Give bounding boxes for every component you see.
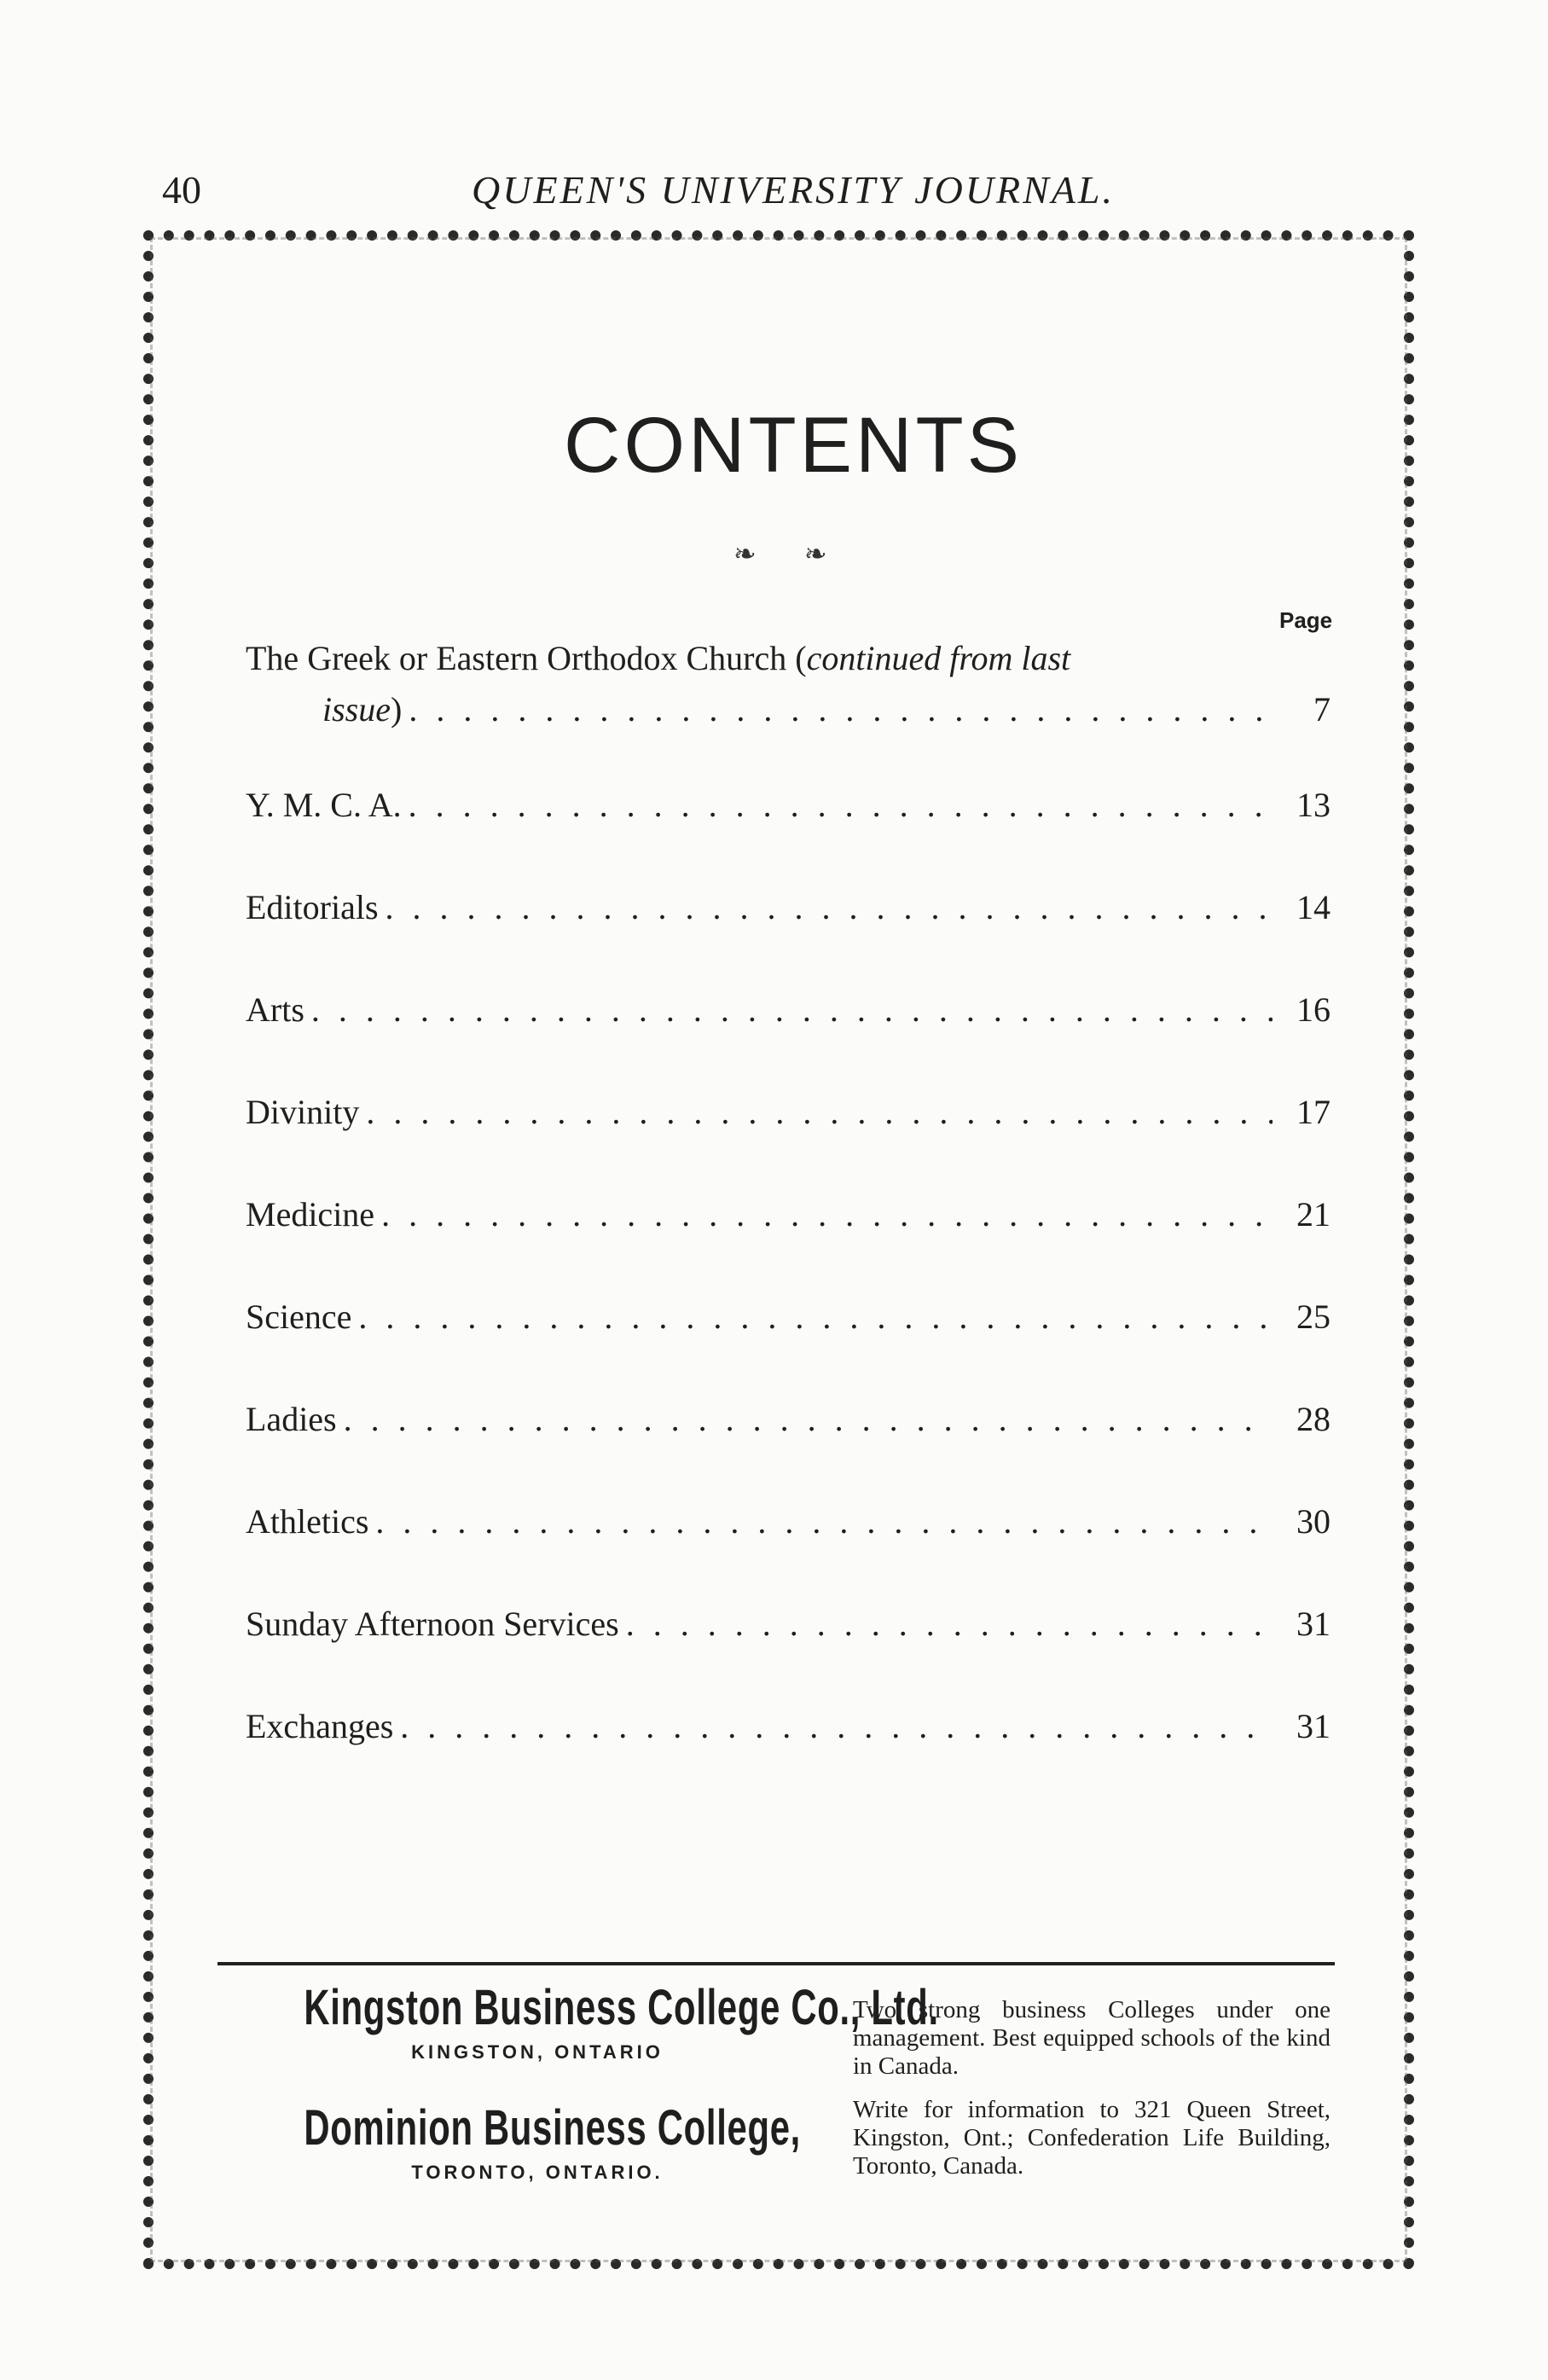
page-column-label: Page [1279, 607, 1333, 633]
toc-entry-page: 31 [1296, 1707, 1331, 1745]
toc-entry-label: Athletics [246, 1502, 369, 1541]
toc-entry-page: 14 [1296, 888, 1331, 926]
leader-dots [375, 1501, 1273, 1541]
fleuron-ornament: ❧ ❧ [733, 538, 848, 569]
page-number: 40 [162, 168, 201, 212]
leader-dots [409, 689, 1273, 729]
toc-entry [246, 1604, 1331, 1706]
toc-entry-label-italic: continued from last [806, 639, 1071, 677]
divider-rule [217, 1962, 1335, 1965]
toc-entry [246, 1501, 1331, 1604]
toc-entry-label: Medicine [246, 1195, 375, 1234]
toc-entry [246, 1399, 1331, 1501]
advertisement-text [853, 1996, 1331, 2196]
toc-entry [246, 1092, 1331, 1194]
toc-entry-label: Sunday Afternoon Services [246, 1605, 619, 1643]
toc-entry-first-line [246, 638, 1331, 689]
advertisement-paragraph: Two strong business Colleges under one management. Best equipped schools of the kind in Canada. [853, 1996, 1331, 2080]
contents-title: CONTENTS [564, 402, 1023, 489]
toc-entry-label: Y. M. C. A. [246, 786, 402, 824]
toc-entry [246, 785, 1331, 887]
leader-dots [358, 1297, 1273, 1337]
toc-entry-page: 30 [1296, 1502, 1331, 1541]
leader-dots [381, 1194, 1273, 1234]
toc-entry [246, 1706, 1331, 1808]
leader-dots [409, 785, 1273, 825]
toc-entry-label-close: ) [391, 690, 403, 729]
toc-entry-label: The Greek or Eastern Orthodox Church ( [246, 639, 807, 677]
leader-dots [311, 990, 1273, 1030]
toc-entry-label [322, 689, 402, 729]
toc-entry-page: 28 [1296, 1400, 1331, 1438]
toc-entry-label: Science [246, 1297, 352, 1336]
toc-entry [246, 689, 1331, 785]
toc-entry-label: Arts [246, 990, 304, 1029]
toc-entry-page: 13 [1296, 786, 1331, 824]
leader-dots [344, 1399, 1273, 1439]
leader-dots [626, 1604, 1273, 1644]
advertisement-paragraph: Write for information to 321 Queen Street, Kingston, Ont.; Confederation Life Building, Toronto, Canada. [853, 2096, 1331, 2180]
toc-entry-page: 17 [1296, 1093, 1331, 1131]
toc-entry [246, 990, 1331, 1092]
leader-dots [386, 887, 1273, 927]
toc-entry-label: Editorials [246, 888, 379, 926]
running-head [162, 167, 1424, 218]
advertisement-colleges [213, 1979, 939, 2184]
leader-dots [400, 1706, 1273, 1746]
toc-entry-page: 7 [1313, 690, 1331, 729]
college-name-dominion: Dominion Business College, [304, 2100, 801, 2156]
table-of-contents [246, 638, 1331, 1808]
toc-entry-label: Exchanges [246, 1707, 394, 1745]
toc-entry [246, 1297, 1331, 1399]
journal-title: QUEEN'S UNIVERSITY JOURNAL. [472, 168, 1115, 212]
college-city-kingston: KINGSTON, ONTARIO [411, 2041, 664, 2063]
toc-entry-label: Ladies [246, 1400, 337, 1438]
leader-dots [366, 1092, 1273, 1132]
toc-entry-label: Divinity [246, 1093, 360, 1131]
toc-entry [246, 887, 1331, 990]
toc-entry-label-italic: issue [322, 690, 391, 729]
toc-entry-page: 21 [1296, 1195, 1331, 1234]
toc-entry-page: 16 [1296, 990, 1331, 1029]
toc-entry-page: 25 [1296, 1297, 1331, 1336]
college-name-kingston: Kingston Business College Co., Ltd. [304, 1980, 939, 2035]
college-city-toronto: TORONTO, ONTARIO. [411, 2162, 664, 2183]
toc-entry [246, 1194, 1331, 1297]
toc-entry-page: 31 [1296, 1605, 1331, 1643]
